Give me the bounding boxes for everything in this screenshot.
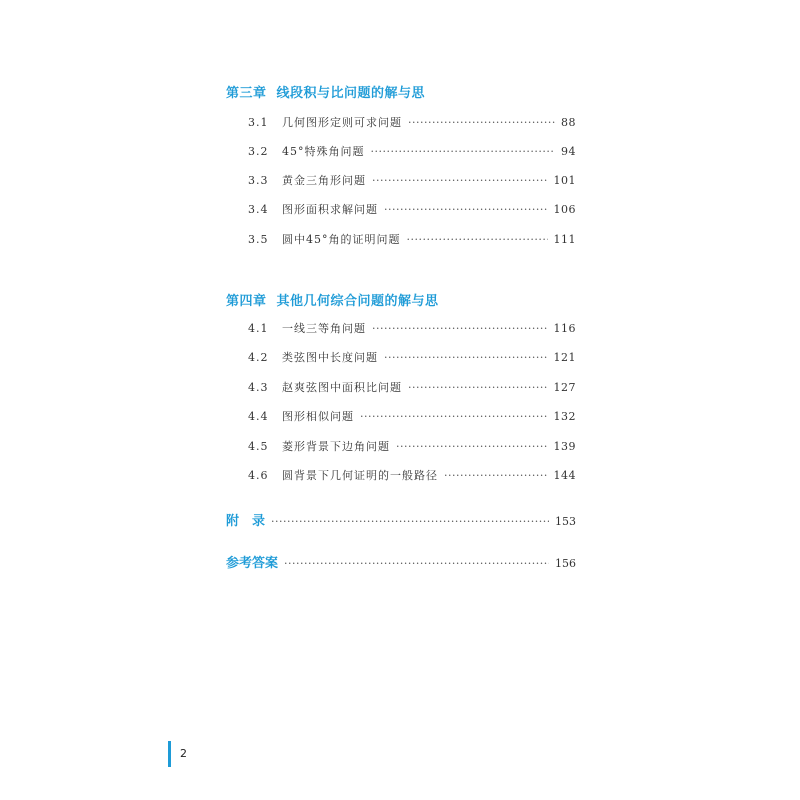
toc-entry-4-4[interactable]	[248, 408, 576, 424]
dot-leader	[408, 381, 548, 394]
page-number: 88	[561, 116, 576, 129]
dot-leader	[284, 557, 549, 570]
page-number: 101	[553, 174, 576, 187]
section-number: 3.3	[248, 174, 269, 187]
section-number: 4.1	[248, 322, 269, 335]
toc-entry-4-1[interactable]	[248, 320, 576, 336]
dot-leader	[360, 410, 548, 423]
section-title: 赵爽弦图中面积比问题	[282, 381, 402, 394]
dot-leader	[371, 145, 556, 158]
toc-entry-4-5[interactable]	[248, 438, 576, 454]
chapter-3-title: 线段积与比问题的解与思	[276, 86, 426, 101]
toc-entry-3-3[interactable]	[248, 172, 576, 188]
section-title: 图形面积求解问题	[282, 203, 378, 216]
section-number: 4.2	[248, 351, 269, 364]
section-title: 图形相似问题	[282, 410, 354, 423]
toc-entry-3-1[interactable]	[248, 114, 576, 130]
page-number: 144	[553, 469, 576, 482]
section-title: 45°特殊角问题	[282, 145, 365, 158]
page-number: 139	[553, 440, 576, 453]
toc-answers[interactable]	[226, 552, 576, 571]
folio-page-number: 2	[180, 747, 187, 760]
appendix-label: 附 录	[226, 514, 266, 529]
dot-leader	[384, 203, 548, 216]
page-number: 121	[553, 351, 576, 364]
page-number: 106	[553, 203, 576, 216]
page-number: 116	[553, 322, 576, 335]
dot-leader	[384, 351, 548, 364]
section-number: 4.4	[248, 410, 269, 423]
dot-leader	[271, 515, 549, 528]
page-number: 156	[555, 557, 576, 570]
toc-appendix[interactable]	[226, 510, 576, 529]
section-title: 几何图形定则可求问题	[282, 116, 402, 129]
dot-leader	[444, 469, 548, 482]
section-title: 圆中45°角的证明问题	[282, 233, 401, 246]
section-title: 一线三等角问题	[282, 322, 366, 335]
toc-entry-4-6[interactable]	[248, 467, 576, 483]
chapter-4-title: 其他几何综合问题的解与思	[276, 294, 439, 309]
page-number: 127	[553, 381, 576, 394]
dot-leader	[372, 174, 548, 187]
section-number: 3.4	[248, 203, 269, 216]
section-title: 类弦图中长度问题	[282, 351, 378, 364]
section-title: 黄金三角形问题	[282, 174, 366, 187]
section-number: 4.6	[248, 469, 269, 482]
page-number: 111	[553, 233, 576, 246]
section-number: 3.2	[248, 145, 269, 158]
dot-leader	[372, 322, 548, 335]
chapter-3-label: 第三章	[226, 86, 267, 101]
page-number: 94	[561, 145, 576, 158]
toc-entry-3-2[interactable]	[248, 143, 576, 159]
dot-leader	[396, 440, 548, 453]
page-number: 153	[555, 515, 576, 528]
section-number: 4.3	[248, 381, 269, 394]
page-number: 132	[553, 410, 576, 423]
section-number: 3.1	[248, 116, 269, 129]
chapter-4-label: 第四章	[226, 294, 267, 309]
answers-label: 参考答案	[226, 556, 279, 571]
dot-leader	[408, 116, 555, 129]
section-number: 3.5	[248, 233, 269, 246]
footer-accent-bar	[168, 741, 171, 767]
chapter-4-heading	[226, 290, 439, 309]
section-title: 菱形背景下边角问题	[282, 440, 390, 453]
toc-entry-4-2[interactable]	[248, 349, 576, 365]
chapter-3-heading	[226, 82, 425, 101]
section-number: 4.5	[248, 440, 269, 453]
section-title: 圆背景下几何证明的一般路径	[282, 469, 438, 482]
dot-leader	[407, 233, 548, 246]
toc-entry-3-4[interactable]	[248, 201, 576, 217]
toc-entry-4-3[interactable]	[248, 379, 576, 395]
toc-entry-3-5[interactable]	[248, 231, 576, 247]
